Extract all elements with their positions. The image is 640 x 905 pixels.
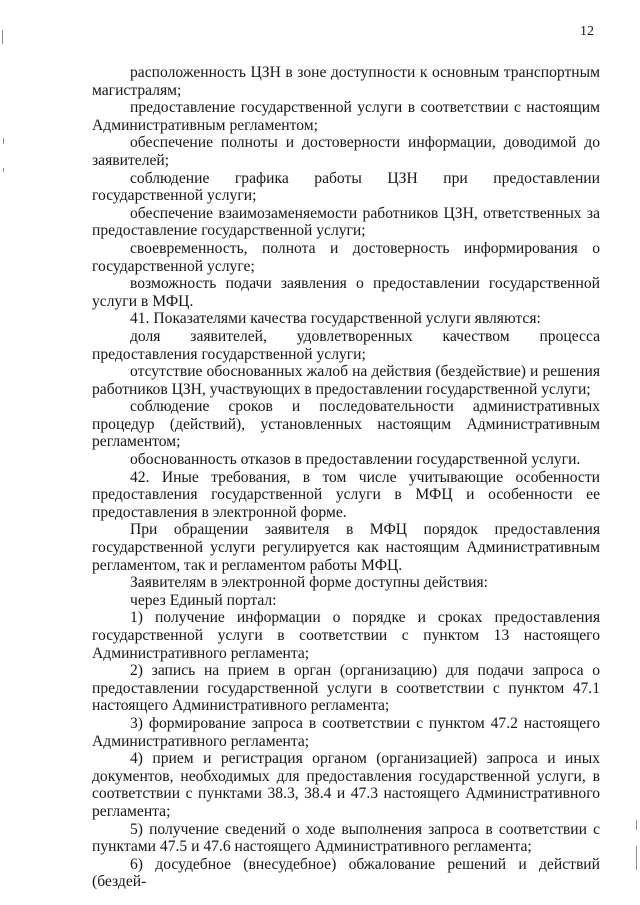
paragraph: обеспечение полноты и достоверности информации, доводимой до заявителей; (92, 134, 600, 169)
paragraph: При обращении заявителя в МФЦ порядок предоставления государственной услуги регулируется как настоящим Административным регламентом, так и регламентом работы МФЦ. (92, 521, 600, 574)
paragraph: через Единый портал: (130, 591, 277, 609)
scan-artifact (636, 846, 637, 870)
paragraph: расположенность ЦЗН в зоне доступности к основным транспортным магистралям; (92, 64, 600, 99)
paragraph: 5) получение сведений о ходе выполнения запроса в соответствии с пунктами 47.5 и 47.6 настоящего Административного регламента; (92, 820, 600, 856)
body-text (92, 64, 600, 891)
paragraph: соблюдение графика работы ЦЗН при предоставлении государственной услуги; (92, 169, 600, 205)
paragraph: 2) запись на прием в орган (организацию) для подачи запроса о предоставлении государственной услуги в соответствии с пунктом 47.1 настоящего Административного регламента; (92, 662, 600, 715)
page-number: 12 (580, 24, 594, 39)
scan-artifact (3, 138, 4, 144)
paragraph: Заявителям в электронной форме доступны действия: (130, 574, 488, 592)
paragraph: предоставление государственной услуги в соответствии с настоящим Административным регламентом; (92, 99, 600, 134)
paragraph: 3) формирование запроса в соответствии с пунктом 47.2 настоящего Административного регламента; (92, 714, 600, 750)
paragraph: обеспечение взаимозаменяемости работников ЦЗН, ответственных за предоставление государственной услуги; (92, 204, 600, 240)
paragraph: 41. Показателями качества государственной услуги являются: (130, 310, 541, 328)
paragraph: 42. Иные требования, в том числе учитывающие особенности предоставления государственной услуги в МФЦ и особенности ее предоставления в электронной форме. (92, 468, 600, 521)
scan-artifact (3, 168, 4, 172)
paragraph: возможность подачи заявления о предоставлении государственной услуги в МФЦ. (92, 275, 600, 310)
paragraph: 6) досудебное (внесудебное) обжалование решений и действий (бездей- (92, 855, 600, 891)
scan-artifact (2, 30, 3, 44)
paragraph: своевременность, полнота и достоверность информирования о государственной услуге; (92, 239, 600, 275)
paragraph: отсутствие обоснованных жалоб на действия (бездействие) и решения работников ЦЗН, участвующих в предоставлении государственной услуги; (92, 363, 600, 398)
paragraph: обоснованность отказов в предоставлении государственной услуги. (130, 451, 581, 469)
scan-artifact (636, 820, 637, 830)
paragraph: 4) прием и регистрация органом (организацией) запроса и иных документов, необходимых для предоставления государственной услуги, в соответствии с пунктами 38.3, 38.4 и 47.3 настоящего Административного регламента; (92, 750, 600, 820)
paragraph: соблюдение сроков и последовательности административных процедур (действий), установленных настоящим Административным регламентом; (92, 398, 600, 451)
paragraph: доля заявителей, удовлетворенных качеством процесса предоставления государственной услуги; (92, 327, 600, 363)
paragraph: 1) получение информации о порядке и сроках предоставления государственной услуги в соответствии с пунктом 13 настоящего Административного регламента; (92, 609, 600, 662)
